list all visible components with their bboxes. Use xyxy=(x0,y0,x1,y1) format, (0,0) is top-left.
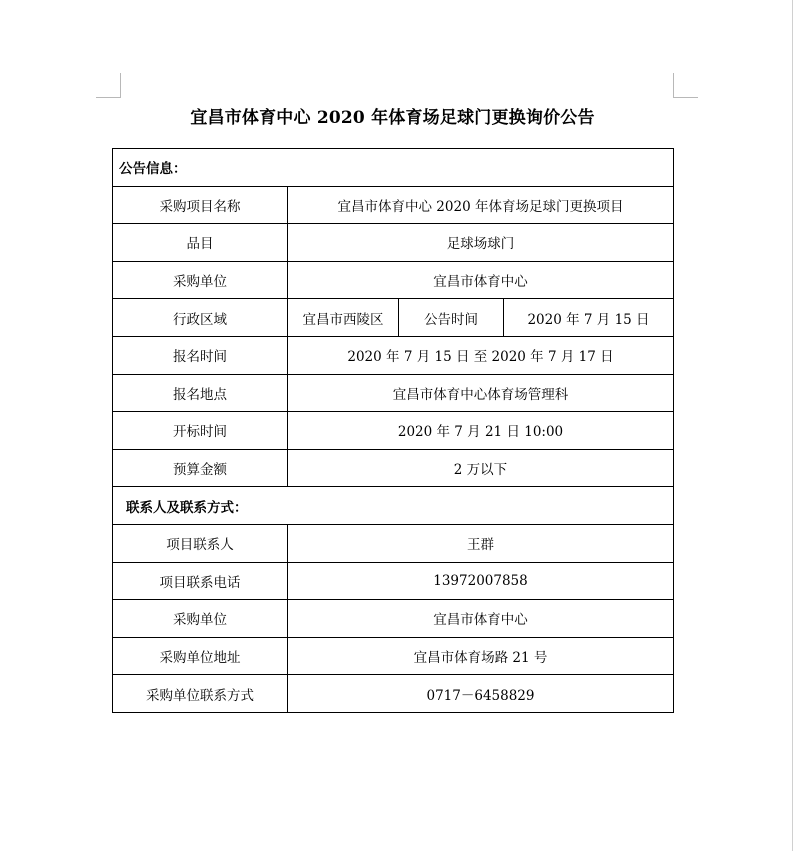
region-row xyxy=(113,299,674,337)
project-contact-row xyxy=(113,524,674,562)
contact-purchaser-label: 采购单位 xyxy=(113,600,288,638)
project-name-value: 宜昌市体育中心 2020 年体育场足球门更换项目 xyxy=(288,186,674,224)
region-value: 宜昌市西陵区 xyxy=(288,299,399,337)
notice-table xyxy=(112,148,674,713)
announcement-heading-row xyxy=(113,149,674,187)
purchaser-value: 宜昌市体育中心 xyxy=(288,261,674,299)
registration-place-row xyxy=(113,374,674,412)
purchaser-row xyxy=(113,261,674,299)
bid-opening-time-label: 开标时间 xyxy=(113,412,288,450)
registration-time-value: 2020 年 7 月 15 日 至 2020 年 7 月 17 日 xyxy=(288,336,674,374)
item-label: 品目 xyxy=(113,224,288,262)
project-name-label: 采购项目名称 xyxy=(113,186,288,224)
publish-time-value: 2020 年 7 月 15 日 xyxy=(504,299,674,337)
bid-opening-time-value: 2020 年 7 月 21 日 10:00 xyxy=(288,412,674,450)
purchaser-contact-value: 0717－6458829 xyxy=(288,675,674,713)
publish-time-label: 公告时间 xyxy=(399,299,504,337)
purchaser-contact-row xyxy=(113,675,674,713)
region-label: 行政区域 xyxy=(113,299,288,337)
purchaser-contact-label: 采购单位联系方式 xyxy=(113,675,288,713)
project-name-row xyxy=(113,186,674,224)
item-row xyxy=(113,224,674,262)
contact-purchaser-row xyxy=(113,600,674,638)
margin-corner-mark-left xyxy=(96,73,121,98)
bid-opening-time-row xyxy=(113,412,674,450)
margin-corner-mark-right xyxy=(673,73,698,98)
project-phone-row xyxy=(113,562,674,600)
registration-place-label: 报名地点 xyxy=(113,374,288,412)
purchaser-address-row xyxy=(113,637,674,675)
document-title: 宜昌市体育中心 2020 年体育场足球门更换询价公告 xyxy=(190,108,595,128)
project-contact-label: 项目联系人 xyxy=(113,524,288,562)
registration-time-label: 报名时间 xyxy=(113,336,288,374)
contact-purchaser-value: 宜昌市体育中心 xyxy=(288,600,674,638)
item-value: 足球场球门 xyxy=(288,224,674,262)
project-phone-label: 项目联系电话 xyxy=(113,562,288,600)
page-edge xyxy=(792,0,793,851)
budget-row xyxy=(113,449,674,487)
purchaser-address-label: 采购单位地址 xyxy=(113,637,288,675)
budget-value: 2 万以下 xyxy=(288,449,674,487)
purchaser-address-value: 宜昌市体育场路 21 号 xyxy=(288,637,674,675)
contact-section-heading: 联系人及联系方式： xyxy=(113,487,674,525)
registration-time-row xyxy=(113,336,674,374)
registration-place-value: 宜昌市体育中心体育场管理科 xyxy=(288,374,674,412)
announcement-section-heading: 公告信息： xyxy=(113,149,674,187)
project-phone-value: 13972007858 xyxy=(288,562,674,600)
purchaser-label: 采购单位 xyxy=(113,261,288,299)
contact-heading-row xyxy=(113,487,674,525)
budget-label: 预算金额 xyxy=(113,449,288,487)
project-contact-value: 王群 xyxy=(288,524,674,562)
